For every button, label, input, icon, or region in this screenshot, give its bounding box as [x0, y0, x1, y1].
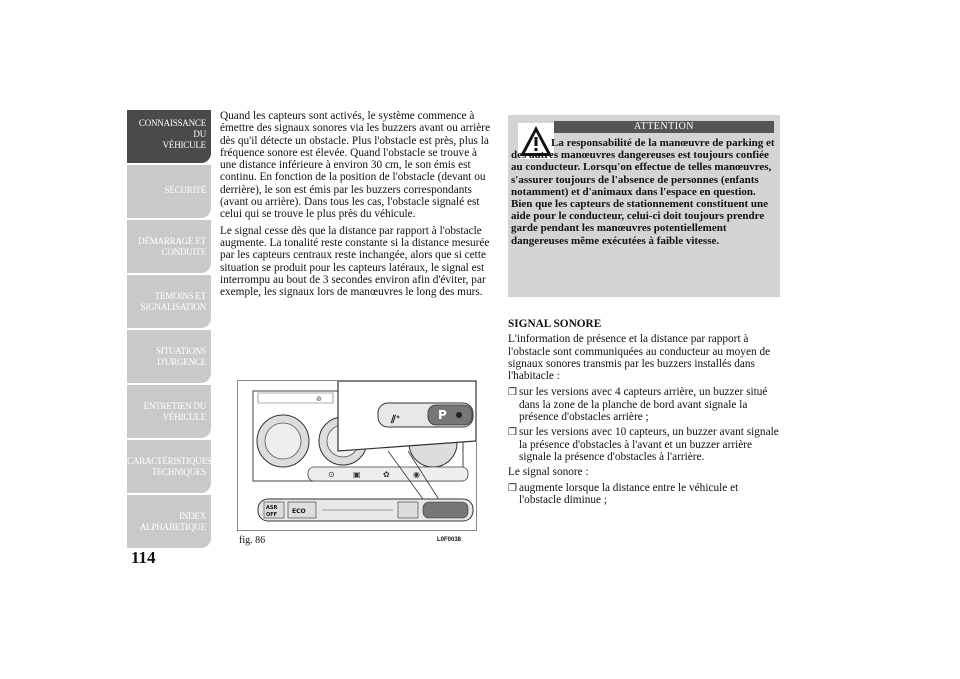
- list-item-text: sur les versions avec 10 capteurs, un buzzer avant signale la présence d'obstacles à l'avant et un buzzer arrière signale la présence d'obstacles à l'arrière.: [519, 426, 779, 463]
- svg-text:◉: ◉: [413, 470, 420, 479]
- page-number: 114: [131, 548, 156, 567]
- svg-text:✿: ✿: [383, 470, 390, 479]
- tab-label-line2: VÉHICULE: [162, 140, 206, 150]
- tab-label-line2: VÉHICULE: [162, 412, 206, 422]
- tab-label-line2: ALPHABETIQUE: [139, 522, 206, 532]
- eco-label: ECO: [292, 508, 306, 515]
- tab-demarrage-conduite[interactable]: [127, 220, 211, 273]
- tab-entretien-vehicule[interactable]: [127, 385, 211, 438]
- svg-text:⊙: ⊙: [328, 470, 335, 479]
- p-button-label: P: [438, 408, 447, 422]
- svg-text:▣: ▣: [353, 470, 361, 479]
- list-item: [508, 426, 783, 463]
- bullet-box-icon: ❒: [508, 482, 517, 494]
- svg-text:⫽ᐩ: ⫽ᐩ: [391, 413, 401, 426]
- dashboard-illustration: [238, 381, 476, 530]
- list-item: [508, 386, 783, 423]
- list-item: [508, 482, 783, 507]
- asr-label: ASR: [266, 505, 278, 511]
- paragraph-signal-stop: Le signal cesse dès que la distance par rapport à l'obstacle augmente. La tonalité reste constante si la distance mesurée par les capteurs centraux reste inchangée, alors que si cette situation se produit pour les capteurs latéraux, le signal est interrompu au bout de 3 secondes environ afin d'éviter, par exemple, les signaux lors de manœuvres le long des murs.: [220, 224, 490, 299]
- tab-index-alphabetique[interactable]: [127, 495, 211, 548]
- tab-label-line1: CONNAISSANCE DU: [138, 118, 206, 139]
- off-label: OFF: [266, 512, 278, 518]
- tab-label-line1: SITUATIONS: [155, 346, 206, 356]
- figure-caption: fig. 86: [239, 535, 266, 546]
- paragraph-sensor-activation: Quand les capteurs sont activés, le système commence à émettre des signaux sonores via les buzzers avant ou arrière dès qu'il détecte un obstacle. Plus l'obstacle est près, plus la fréquence sonore est élevée. Quand l'obstacle se trouve à une distance inférieure à environ 30 cm, le son émis est continu. En fonction de la position de l'obstacle (devant ou derrière), le son est émis par les buzzers correspondants (avant ou arrière). Dans tous les cas, l'obstacle signalé est celui qui se trouve le plus près du véhicule.: [220, 110, 491, 221]
- tab-label-line2: TECHNIQUES: [151, 467, 206, 477]
- tab-label-line1: SÉCURITÉ: [164, 185, 206, 195]
- tab-caracteristiques-techniques[interactable]: [127, 440, 211, 493]
- attention-title: ATTENTION: [554, 121, 774, 133]
- list-item-text: augmente lorsque la distance entre le véhicule et l'obstacle diminue ;: [519, 481, 739, 506]
- tab-label-line1: CARACTÉRISTIQUES: [127, 456, 212, 466]
- tab-label-line1: DÉMARRAGE ET: [138, 236, 206, 246]
- tab-label-line2: D'URGENCE: [157, 357, 206, 367]
- figure-dashboard-controls: [237, 380, 477, 531]
- tab-temoins-signalisation[interactable]: [127, 275, 211, 328]
- tab-situations-urgence[interactable]: [127, 330, 211, 383]
- tab-label-line1: ENTRETIEN DU: [143, 401, 206, 411]
- figure-code: L0F0038: [437, 537, 462, 543]
- tab-label-line2: SIGNALISATION: [140, 302, 206, 312]
- right-column: [508, 318, 783, 509]
- tab-label-line2: CONDUITE: [161, 247, 206, 257]
- attention-box: [508, 115, 780, 297]
- paragraph-intro: L'information de présence et la distance par rapport à l'obstacle sont communiquées au conducteur au moyen de signaux sonores transmis par les buzzers installés dans l'habitacle :: [508, 333, 771, 383]
- tab-connaissance-vehicule[interactable]: [127, 110, 211, 163]
- list-item-text: sur les versions avec 4 capteurs arrière, un buzzer situé dans la zone de la planche de bord avant signale la présence d'obstacles arrière ;: [519, 386, 768, 424]
- section-heading: SIGNAL SONORE: [508, 318, 602, 330]
- signal-label: Le signal sonore :: [508, 466, 589, 479]
- svg-text:⊘: ⊘: [316, 395, 322, 403]
- attention-text: La responsabilité de la manœuvre de parking et des autres manœuvres dangereuses est toujours confiée au conducteur. Lorsqu'on effectue de telles manœuvres, s'assurer toujours de l'absence de personnes (enfants notamment) et d'animaux dans l'espace en question. Bien que les capteurs de stationnement constituent une aide pour le conducteur, celui-ci doit toujours prendre garde pendant les manœuvres potentiellement dangereuses même exécutées à faible vitesse.: [511, 137, 775, 247]
- tab-securite[interactable]: [127, 165, 211, 218]
- tab-label-line1: INDEX: [179, 511, 206, 521]
- left-column: [220, 110, 495, 302]
- bullet-box-icon: ❒: [508, 427, 517, 439]
- tab-label-line1: TEMOINS ET: [154, 291, 206, 301]
- bullet-box-icon: ❒: [508, 387, 517, 399]
